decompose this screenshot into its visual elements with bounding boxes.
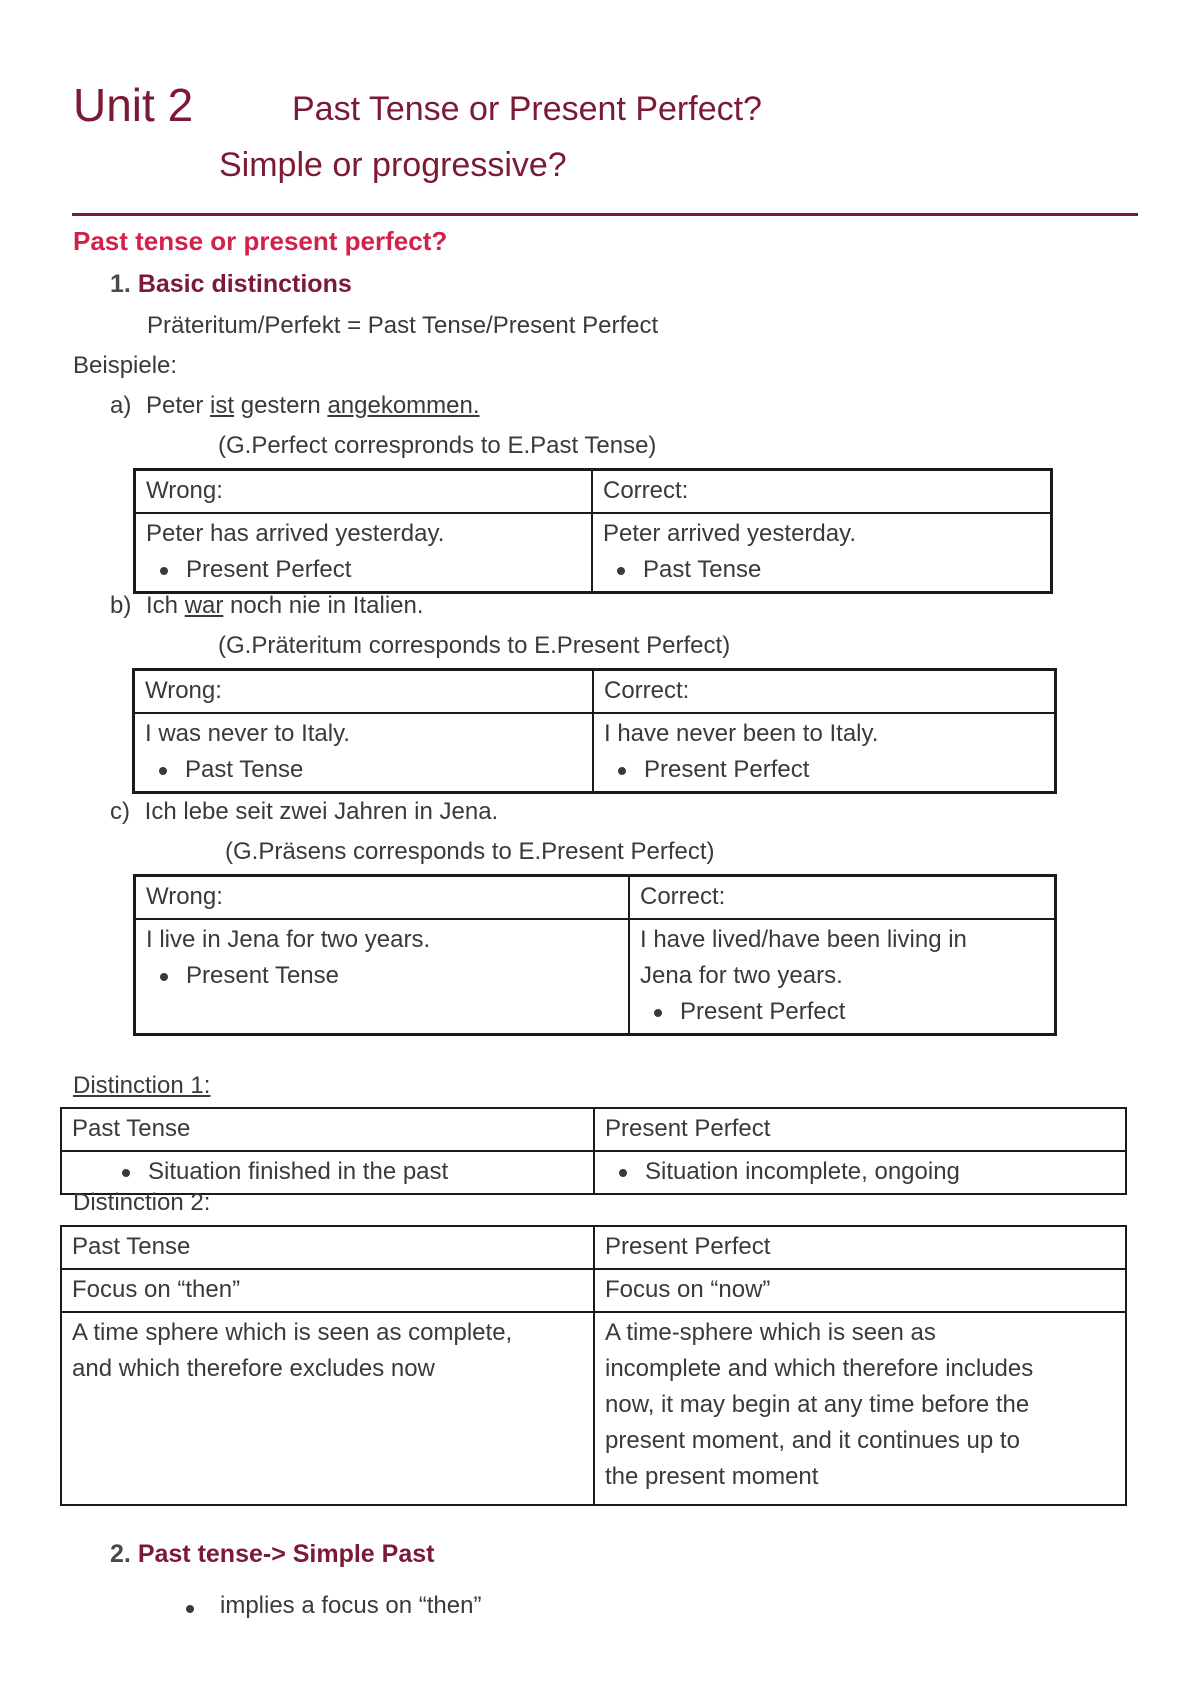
distinction-1-label: Distinction 1: xyxy=(73,1072,211,1099)
wrong-cell xyxy=(135,513,593,593)
example-b-note: (G.Präteritum corresponds to E.Present Perfect) xyxy=(218,632,731,659)
wrong-cell xyxy=(134,713,594,793)
wrong-tense-bullet: Present Perfect xyxy=(146,552,581,588)
wrong-header: Wrong: xyxy=(135,470,593,514)
example-b-text-2: noch nie in Italien. xyxy=(223,592,424,619)
correct-header: Correct: xyxy=(592,470,1052,514)
correct-cell xyxy=(592,513,1052,593)
wrong-cell xyxy=(135,919,630,1035)
unit-label: Unit 2 xyxy=(73,79,194,131)
present-perfect-header: Present Perfect xyxy=(594,1226,1126,1269)
distinction-2-label: Distinction 2: xyxy=(73,1189,211,1216)
example-b-sentence xyxy=(110,592,424,620)
present-perfect-cell xyxy=(594,1151,1126,1194)
example-c-marker: c) xyxy=(110,798,130,825)
distinction-2-table xyxy=(60,1225,1127,1506)
correct-header: Correct: xyxy=(629,876,1056,920)
past-tense-focus: Focus on “then” xyxy=(61,1269,594,1312)
past-tense-cell xyxy=(61,1151,594,1194)
present-perfect-description xyxy=(594,1312,1126,1505)
example-a-table xyxy=(133,468,1053,594)
example-a-aux: ist xyxy=(210,392,235,419)
example-a-text-1: Peter xyxy=(146,392,211,419)
correct-tense-bullet: Present Perfect xyxy=(604,752,1044,788)
pp-desc-line-4: present moment, and it continues up to xyxy=(605,1427,1020,1454)
example-a-sentence xyxy=(110,392,480,420)
past-desc-line-1: A time sphere which is seen as complete, xyxy=(72,1319,513,1346)
pp-desc-line-3: now, it may begin at any time before the xyxy=(605,1391,1030,1418)
subheading-simple-past xyxy=(110,1540,434,1569)
correct-cell xyxy=(629,919,1056,1035)
correct-cell xyxy=(593,713,1056,793)
example-b-marker: b) xyxy=(110,592,132,619)
subheading-number: 1. xyxy=(110,270,131,298)
subheading-basic-distinctions xyxy=(110,270,352,299)
wrong-sentence: Peter has arrived yesterday. xyxy=(146,520,445,547)
wrong-sentence: I was never to Italy. xyxy=(145,720,350,747)
present-perfect-bullet: Situation incomplete, ongoing xyxy=(605,1154,1115,1190)
example-b-text-1: Ich xyxy=(146,592,185,619)
subheading-label: Basic distinctions xyxy=(137,270,352,298)
example-a-text-2: gestern xyxy=(234,392,328,419)
subheading-number: 2. xyxy=(110,1540,131,1568)
example-b-verb: war xyxy=(184,592,224,619)
header-divider xyxy=(72,213,1138,216)
subheading-label: Past tense-> Simple Past xyxy=(137,1540,435,1568)
past-tense-bullet: Situation finished in the past xyxy=(72,1154,583,1190)
wrong-sentence: I live in Jena for two years. xyxy=(146,926,431,953)
correct-tense-bullet: Past Tense xyxy=(603,552,1040,588)
correct-sentence: I have never been to Italy. xyxy=(604,720,879,747)
correct-sentence-line-2: Jena for two years. xyxy=(640,962,843,989)
past-desc-line-2: and which therefore excludes now xyxy=(72,1355,435,1382)
correct-header: Correct: xyxy=(593,670,1056,714)
wrong-tense-bullet: Present Tense xyxy=(146,958,618,994)
pp-desc-line-5: the present moment xyxy=(605,1463,819,1490)
example-a-participle: angekommen. xyxy=(327,392,480,419)
example-c-sentence xyxy=(110,798,498,826)
wrong-tense-bullet: Past Tense xyxy=(145,752,582,788)
correct-sentence: Peter arrived yesterday. xyxy=(603,520,856,547)
bullet-dot-icon xyxy=(186,1605,194,1613)
example-b-table xyxy=(132,668,1057,794)
simple-past-bullet-text: implies a focus on “then” xyxy=(220,1592,482,1619)
past-tense-description xyxy=(61,1312,594,1505)
example-c-table xyxy=(133,874,1057,1036)
example-c-text: Ich lebe seit zwei Jahren in Jena. xyxy=(144,798,499,825)
examples-label: Beispiele: xyxy=(73,352,178,379)
past-tense-header: Past Tense xyxy=(61,1108,594,1151)
present-perfect-header: Present Perfect xyxy=(594,1108,1126,1151)
pp-desc-line-1: A time-sphere which is seen as xyxy=(605,1319,936,1346)
present-perfect-focus: Focus on “now” xyxy=(594,1269,1126,1312)
wrong-header: Wrong: xyxy=(134,670,594,714)
example-a-marker: a) xyxy=(110,392,132,419)
wrong-header: Wrong: xyxy=(135,876,630,920)
distinction-1-table xyxy=(60,1107,1127,1195)
definition-line: Präteritum/Perfekt = Past Tense/Present Perfect xyxy=(147,312,659,339)
example-a-note: (G.Perfect correspronds to E.Past Tense) xyxy=(218,432,657,459)
correct-tense-bullet: Present Perfect xyxy=(640,994,1044,1030)
past-tense-header: Past Tense xyxy=(61,1226,594,1269)
correct-sentence-line-1: I have lived/have been living in xyxy=(640,926,967,953)
pp-desc-line-2: incomplete and which therefore includes xyxy=(605,1355,1034,1382)
example-c-note: (G.Präsens corresponds to E.Present Perfect) xyxy=(225,838,715,865)
page-subtitle: Simple or progressive? xyxy=(219,146,567,184)
section-heading: Past tense or present perfect? xyxy=(73,226,448,256)
page-title: Past Tense or Present Perfect? xyxy=(292,90,762,128)
simple-past-bullet xyxy=(180,1592,481,1620)
